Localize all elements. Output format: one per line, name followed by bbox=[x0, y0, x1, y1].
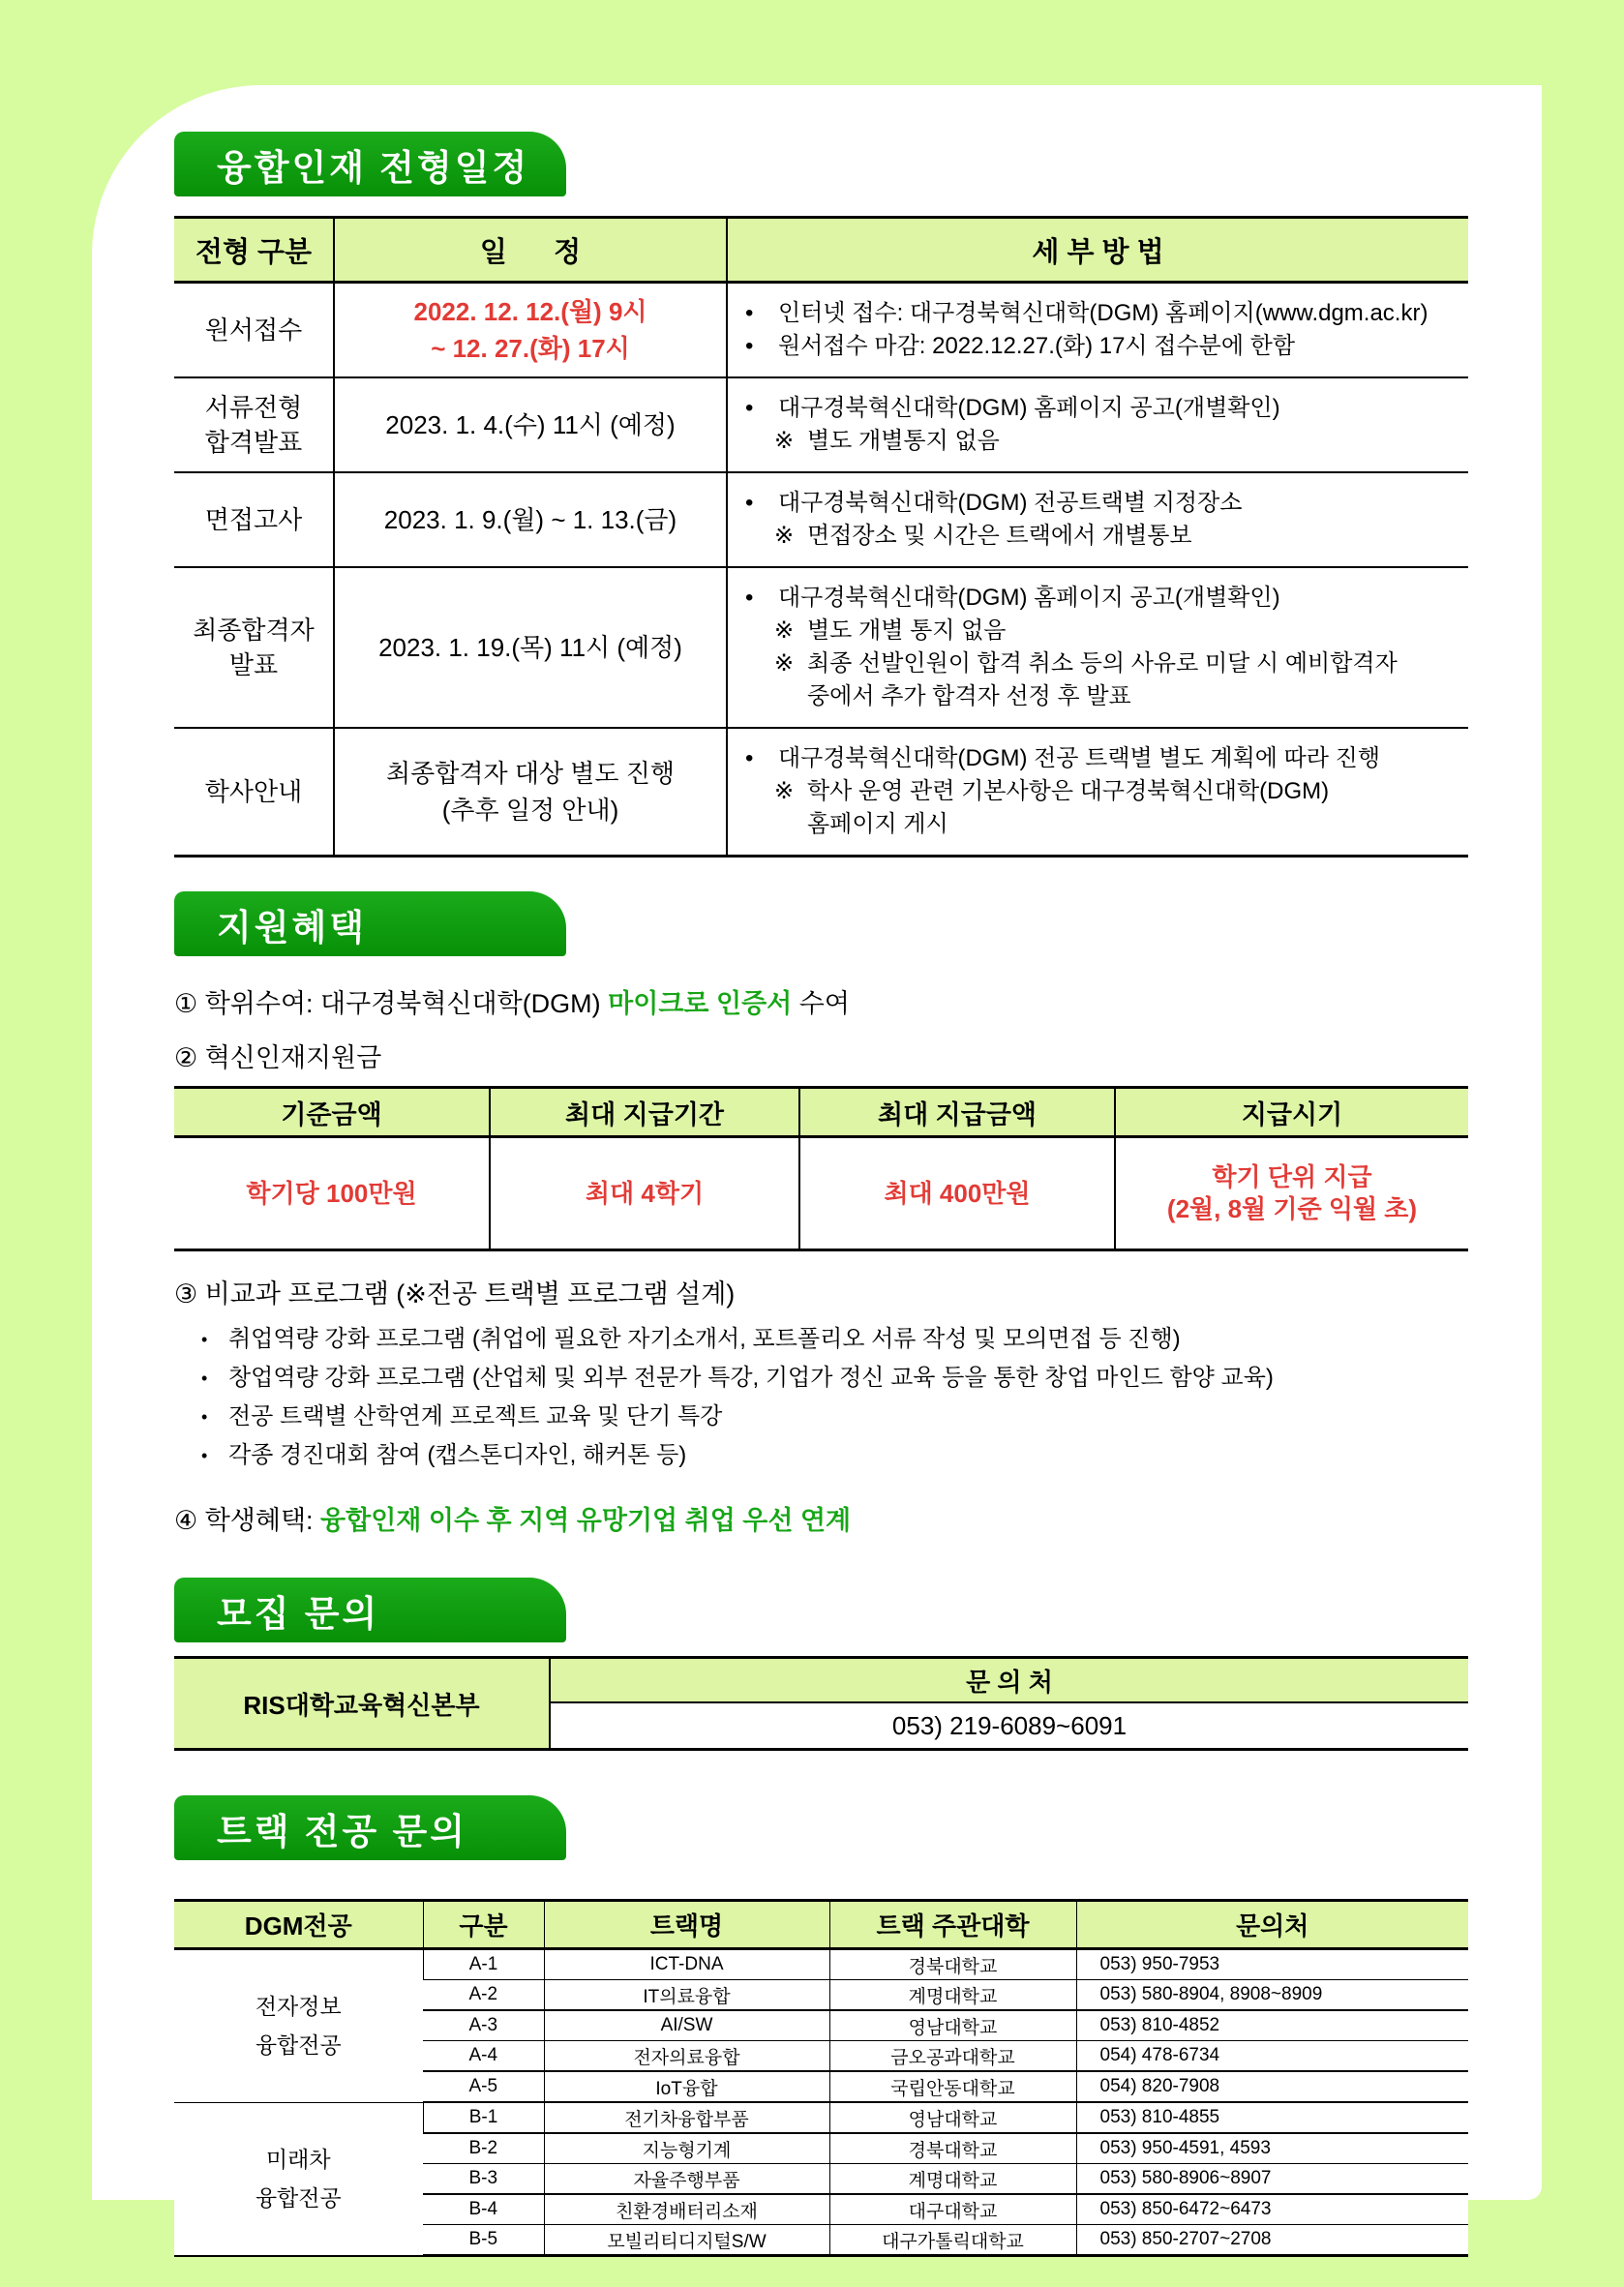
program-bullet-text: 전공 트랙별 산학연계 프로젝트 교육 및 단기 특강 bbox=[228, 1403, 723, 1429]
benefit-item-1-prefix: ① 학위수여: 대구경북혁신대학(DGM) bbox=[174, 989, 609, 1018]
support-value-line: 최대 400만원 bbox=[884, 1178, 1031, 1208]
schedule-date-line: 2023. 1. 9.(월) ~ 1. 13.(금) bbox=[383, 505, 677, 534]
host-university-cell: 대구가톨릭대학교 bbox=[829, 2225, 1076, 2256]
schedule-date-line: (추후 일정 안내) bbox=[441, 796, 619, 825]
schedule-row bbox=[174, 472, 1468, 567]
detail-text: 인터넷 접수: 대구경북혁신대학(DGM) 홈페이지(www.dgm.ac.kr) bbox=[778, 300, 1429, 326]
program-bullet bbox=[174, 1436, 1468, 1475]
schedule-date-cell bbox=[334, 283, 727, 378]
section-title-recruit-contact: 모집 문의 bbox=[217, 1593, 380, 1634]
track-name-cell: IoT융합 bbox=[544, 2071, 829, 2102]
section-title-track-contact: 트랙 전공 문의 bbox=[217, 1811, 468, 1851]
bullet-marker: • bbox=[745, 395, 754, 421]
bullet-marker: • bbox=[745, 745, 754, 771]
schedule-date-line: 2023. 1. 19.(목) 11시 (예정) bbox=[378, 633, 682, 662]
schedule-header-row bbox=[174, 218, 1468, 283]
track-name-cell: 지능형기계 bbox=[544, 2133, 829, 2164]
detail-line bbox=[745, 775, 1460, 808]
schedule-date-line: 2023. 1. 4.(수) 11시 (예정) bbox=[385, 410, 676, 439]
support-value-line: (2월, 8월 기준 익월 초) bbox=[1166, 1194, 1418, 1223]
detail-text: 대구경북혁신대학(DGM) 전공 트랙별 별도 계획에 따라 진행 bbox=[778, 745, 1381, 771]
schedule-date-line: 2022. 12. 12.(월) 9시 bbox=[413, 297, 647, 326]
program-bullet bbox=[174, 1320, 1468, 1359]
program-bullet bbox=[174, 1359, 1468, 1398]
schedule-date-cell bbox=[334, 728, 727, 857]
major-line: 미래차 bbox=[265, 2147, 331, 2172]
detail-line bbox=[745, 582, 1460, 615]
bullet-icon: • bbox=[201, 1330, 208, 1349]
detail-text: 중에서 추가 합격자 선정 후 발표 bbox=[807, 683, 1131, 709]
support-value-line: 학기당 100만원 bbox=[246, 1178, 417, 1208]
detail-line bbox=[745, 808, 1460, 841]
host-university-cell: 영남대학교 bbox=[829, 2010, 1076, 2041]
track-phone-cell: 053) 950-4591, 4593 bbox=[1076, 2133, 1468, 2164]
track-id-cell: A-1 bbox=[423, 1949, 544, 1980]
benefit-item-degree bbox=[174, 985, 1468, 1022]
benefit-item-1-suffix: 수여 bbox=[792, 989, 850, 1018]
detail-text: 별도 개별통지 없음 bbox=[807, 428, 1000, 454]
detail-text: 별도 개별 통지 없음 bbox=[807, 617, 1007, 644]
section-badge-recruit-contact bbox=[174, 1578, 566, 1642]
category-cell bbox=[174, 472, 334, 567]
detail-text: 원서접수 마감: 2022.12.27.(화) 17시 접수분에 한함 bbox=[778, 333, 1296, 359]
track-name-cell: ICT-DNA bbox=[544, 1949, 829, 1980]
program-bullet-list bbox=[174, 1320, 1468, 1475]
note-marker: ※ bbox=[774, 617, 795, 644]
track-header-row bbox=[174, 1901, 1468, 1949]
schedule-row bbox=[174, 283, 1468, 378]
schedule-date-line: 최종합격자 대상 별도 진행 bbox=[386, 759, 675, 788]
schedule-row bbox=[174, 567, 1468, 728]
support-col-header-timing: 지급시기 bbox=[1115, 1088, 1468, 1137]
benefit-item-student bbox=[174, 1502, 1468, 1539]
schedule-date-cell bbox=[334, 377, 727, 472]
support-value-cell bbox=[1115, 1137, 1468, 1250]
detail-text: 최종 선발인원이 합격 취소 등의 사유로 미달 시 예비합격자 bbox=[807, 650, 1398, 677]
benefit-item-fund: ② 혁신인재지원금 bbox=[174, 1043, 382, 1072]
track-col-header-name: 트랙명 bbox=[544, 1901, 829, 1949]
track-id-cell: B-2 bbox=[423, 2133, 544, 2164]
benefit-item-4-prefix: ④ 학생혜택: bbox=[174, 1506, 321, 1535]
content-sheet bbox=[92, 85, 1542, 2252]
schedule-date-cell bbox=[334, 472, 727, 567]
content-column bbox=[174, 132, 1468, 2257]
track-phone-cell: 053) 850-2707~2708 bbox=[1076, 2225, 1468, 2256]
note-marker: ※ bbox=[774, 778, 795, 804]
category-cell bbox=[174, 728, 334, 857]
category-cell bbox=[174, 377, 334, 472]
detail-text: 학사 운영 관련 기본사항은 대구경북혁신대학(DGM) bbox=[807, 778, 1330, 804]
track-id-cell: B-5 bbox=[423, 2225, 544, 2256]
benefit-item-4-highlight: 융합인재 이수 후 지역 유망기업 취업 우선 연계 bbox=[320, 1506, 852, 1535]
track-row bbox=[174, 2102, 1468, 2133]
track-name-cell: 친환경배터리소재 bbox=[544, 2194, 829, 2225]
support-value-cell bbox=[174, 1137, 490, 1250]
track-id-cell: B-4 bbox=[423, 2194, 544, 2225]
program-bullet-text: 취업역량 강화 프로그램 (취업에 필요한 자기소개서, 포트폴리오 서류 작성 및 모의면접 등 진행) bbox=[228, 1326, 1181, 1352]
category-cell bbox=[174, 283, 334, 378]
detail-line bbox=[745, 297, 1460, 330]
track-row bbox=[174, 1949, 1468, 1980]
host-university-cell: 계명대학교 bbox=[829, 1980, 1076, 2011]
detail-line bbox=[745, 742, 1460, 775]
org-name-cell: RIS대학교육혁신본부 bbox=[174, 1658, 550, 1750]
section-badge-benefits bbox=[174, 891, 566, 956]
schedule-col-header-method: 세 부 방 법 bbox=[727, 218, 1468, 283]
support-value-cell bbox=[490, 1137, 799, 1250]
support-col-header-base: 기준금액 bbox=[174, 1088, 490, 1137]
track-phone-cell: 053) 850-6472~6473 bbox=[1076, 2194, 1468, 2225]
schedule-date-cell bbox=[334, 567, 727, 728]
bullet-icon: • bbox=[201, 1407, 208, 1427]
host-university-cell: 경북대학교 bbox=[829, 1949, 1076, 1980]
track-phone-cell: 054) 478-6734 bbox=[1076, 2041, 1468, 2072]
detail-line bbox=[745, 520, 1460, 553]
detail-line bbox=[745, 647, 1460, 680]
track-id-cell: B-1 bbox=[423, 2102, 544, 2133]
category-line: 원서접수 bbox=[204, 316, 303, 345]
contact-phone-cell: 053) 219-6089~6091 bbox=[550, 1702, 1468, 1750]
host-university-cell: 금오공과대학교 bbox=[829, 2041, 1076, 2072]
track-phone-cell: 053) 950-7953 bbox=[1076, 1949, 1468, 1980]
detail-text: 대구경북혁신대학(DGM) 홈페이지 공고(개별확인) bbox=[778, 395, 1280, 421]
support-value-line: 학기 단위 지급 bbox=[1212, 1162, 1372, 1191]
details-cell bbox=[727, 567, 1468, 728]
track-id-cell: A-3 bbox=[423, 2010, 544, 2041]
category-line: 학사안내 bbox=[204, 777, 303, 806]
detail-line bbox=[745, 330, 1460, 363]
track-name-cell: 모빌리티디지털S/W bbox=[544, 2225, 829, 2256]
track-name-cell: 자율주행부품 bbox=[544, 2164, 829, 2195]
category-line: 면접고사 bbox=[204, 505, 303, 534]
track-phone-cell: 053) 810-4855 bbox=[1076, 2102, 1468, 2133]
host-university-cell: 대구대학교 bbox=[829, 2194, 1076, 2225]
recruit-contact-row-1 bbox=[174, 1658, 1468, 1703]
track-name-cell: AI/SW bbox=[544, 2010, 829, 2041]
track-phone-cell: 053) 580-8906~8907 bbox=[1076, 2164, 1468, 2195]
support-header-row bbox=[174, 1088, 1468, 1137]
schedule-row bbox=[174, 728, 1468, 857]
bullet-marker: • bbox=[745, 300, 754, 326]
detail-text: 면접장소 및 시간은 트랙에서 개별통보 bbox=[807, 523, 1192, 549]
track-col-header-phone: 문의처 bbox=[1076, 1901, 1468, 1949]
category-line: 서류전형 bbox=[204, 393, 303, 422]
details-cell bbox=[727, 377, 1468, 472]
track-phone-cell: 053) 580-8904, 8908~8909 bbox=[1076, 1980, 1468, 2011]
program-bullet bbox=[174, 1398, 1468, 1436]
schedule-date-line: ~ 12. 27.(화) 17시 bbox=[431, 334, 630, 363]
benefit-item-program-title: ③ 비교과 프로그램 (※전공 트랙별 프로그램 설계) bbox=[174, 1279, 736, 1309]
section-badge-schedule bbox=[174, 132, 566, 196]
section-title-schedule: 융합인재 전형일정 bbox=[217, 147, 530, 188]
section-badge-track-contact bbox=[174, 1795, 566, 1860]
major-line: 전자정보 bbox=[255, 1994, 342, 2020]
schedule-table bbox=[174, 216, 1468, 858]
track-group bbox=[174, 2102, 1468, 2256]
note-marker: ※ bbox=[774, 650, 795, 677]
track-name-cell: IT의료융합 bbox=[544, 1980, 829, 2011]
details-cell bbox=[727, 472, 1468, 567]
recruit-contact-table bbox=[174, 1656, 1468, 1751]
benefit-item-1-highlight: 마이크로 인증서 bbox=[608, 989, 793, 1018]
host-university-cell: 영남대학교 bbox=[829, 2102, 1076, 2133]
bullet-marker: • bbox=[745, 333, 754, 359]
host-university-cell: 국립안동대학교 bbox=[829, 2071, 1076, 2102]
track-id-cell: A-4 bbox=[423, 2041, 544, 2072]
support-table bbox=[174, 1086, 1468, 1251]
major-cell bbox=[174, 1949, 423, 2103]
contact-header-cell: 문 의 처 bbox=[550, 1658, 1468, 1703]
major-cell bbox=[174, 2102, 423, 2256]
host-university-cell: 경북대학교 bbox=[829, 2133, 1076, 2164]
support-col-header-period: 최대 지급기간 bbox=[490, 1088, 799, 1137]
detail-line bbox=[745, 425, 1460, 458]
schedule-row bbox=[174, 377, 1468, 472]
track-id-cell: A-2 bbox=[423, 1980, 544, 2011]
bullet-marker: • bbox=[745, 490, 754, 516]
track-contact-table bbox=[174, 1899, 1468, 2257]
category-line: 최종합격자 bbox=[193, 616, 315, 645]
schedule-col-header-category: 전형 구분 bbox=[174, 218, 334, 283]
track-col-header-id: 구분 bbox=[423, 1901, 544, 1949]
support-value-row bbox=[174, 1137, 1468, 1250]
track-col-header-university: 트랙 주관대학 bbox=[829, 1901, 1076, 1949]
support-value-line: 최대 4학기 bbox=[585, 1178, 705, 1208]
major-line: 융합전공 bbox=[255, 2185, 342, 2211]
track-id-cell: B-3 bbox=[423, 2164, 544, 2195]
section-title-benefits: 지원혜택 bbox=[217, 907, 367, 948]
track-id-cell: A-5 bbox=[423, 2071, 544, 2102]
track-name-cell: 전기차융합부품 bbox=[544, 2102, 829, 2133]
host-university-cell: 계명대학교 bbox=[829, 2164, 1076, 2195]
major-line: 융합전공 bbox=[255, 2032, 342, 2059]
track-name-cell: 전자의료융합 bbox=[544, 2041, 829, 2072]
detail-line bbox=[745, 615, 1460, 647]
bullet-icon: • bbox=[201, 1369, 208, 1388]
program-bullet-text: 각종 경진대회 참여 (캡스톤디자인, 해커톤 등) bbox=[228, 1442, 687, 1468]
support-value-cell bbox=[799, 1137, 1115, 1250]
track-col-header-major: DGM전공 bbox=[174, 1901, 423, 1949]
bullet-icon: • bbox=[201, 1446, 208, 1465]
details-cell bbox=[727, 283, 1468, 378]
detail-line bbox=[745, 392, 1460, 425]
detail-text: 대구경북혁신대학(DGM) 홈페이지 공고(개별확인) bbox=[778, 585, 1280, 611]
track-phone-cell: 054) 820-7908 bbox=[1076, 2071, 1468, 2102]
detail-text: 대구경북혁신대학(DGM) 전공트랙별 지정장소 bbox=[778, 490, 1243, 516]
track-phone-cell: 053) 810-4852 bbox=[1076, 2010, 1468, 2041]
program-bullet-text: 창업역량 강화 프로그램 (산업체 및 외부 전문가 특강, 기업가 정신 교육 등을 통한 창업 마인드 함양 교육) bbox=[228, 1365, 1274, 1391]
category-cell bbox=[174, 567, 334, 728]
detail-line bbox=[745, 680, 1460, 713]
track-group bbox=[174, 1949, 1468, 2103]
bullet-marker: • bbox=[745, 585, 754, 611]
category-line: 발표 bbox=[228, 650, 279, 679]
note-marker: ※ bbox=[774, 523, 795, 549]
category-line: 합격발표 bbox=[204, 428, 303, 457]
detail-text: 홈페이지 게시 bbox=[807, 811, 948, 837]
note-marker: ※ bbox=[774, 428, 795, 454]
detail-line bbox=[745, 487, 1460, 520]
details-cell bbox=[727, 728, 1468, 857]
schedule-col-header-date: 일 정 bbox=[334, 218, 727, 283]
support-col-header-max: 최대 지급금액 bbox=[799, 1088, 1115, 1137]
